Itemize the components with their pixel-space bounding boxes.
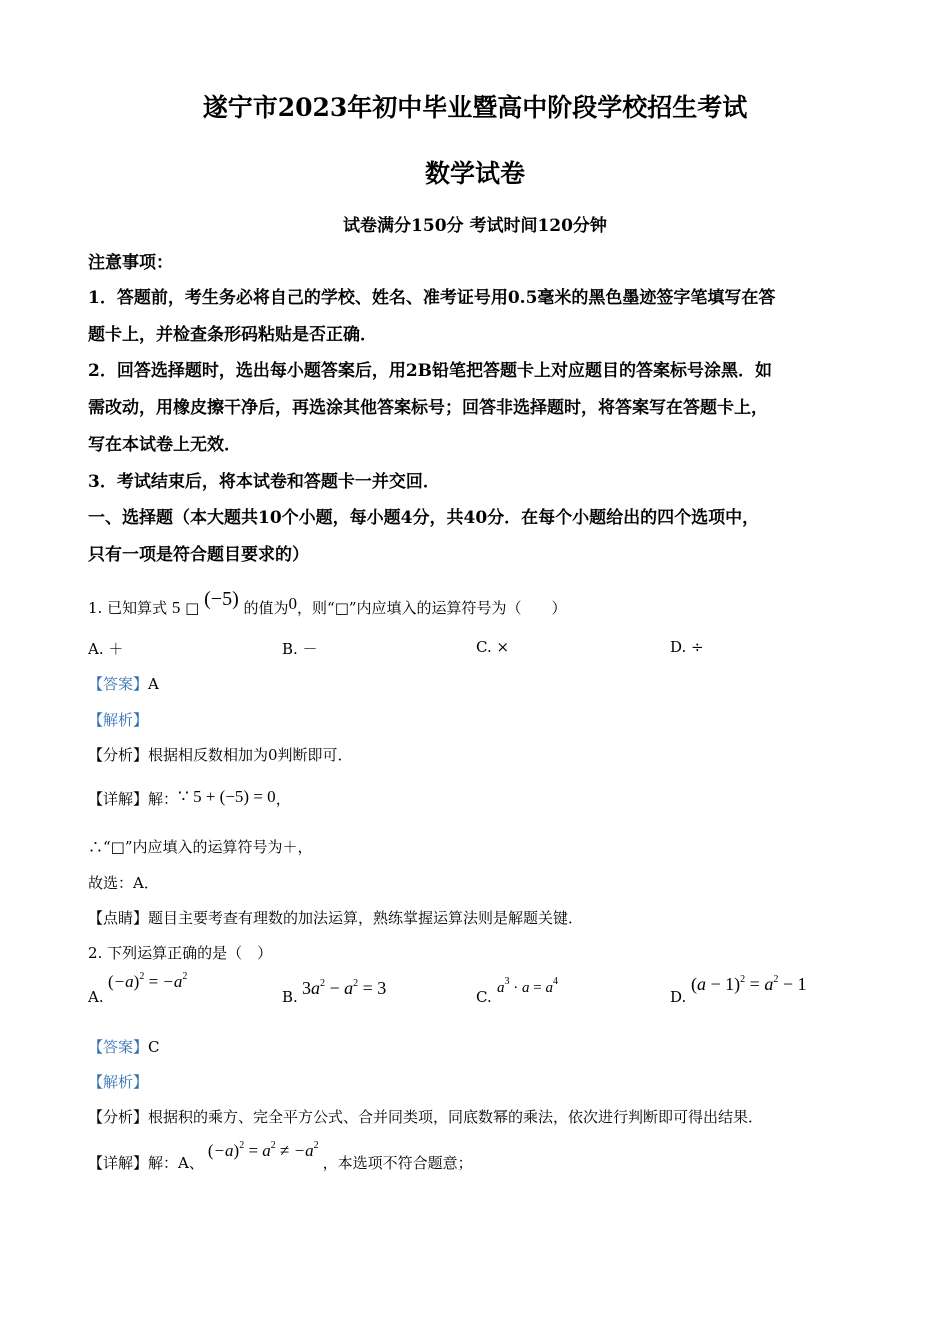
question-1-suffix: ，则“□”内应填入的运算符号为（ ） [297, 599, 567, 617]
fenxi-tag: 【分析】 [88, 1108, 149, 1126]
option-b-label: B. [282, 988, 298, 1006]
section-heading-line-2: 只有一项是符合题目要求的） [88, 545, 309, 565]
page-subtitle: 数学试卷 [424, 159, 525, 188]
question-2-fenxi [88, 1106, 763, 1127]
notice-item-1-line-2: 题卡上，并检查条形码粘贴是否正确． [88, 325, 377, 345]
question-2-detail [88, 1140, 473, 1173]
answer-value: A [148, 675, 159, 693]
question-2-option-c-formula: $a^3 \cdot a = a^4$ [497, 976, 558, 996]
question-1-expr-5: 5 [171, 598, 181, 617]
question-1-expr-paren: (−5) [204, 588, 239, 610]
question-1-middle: 的值为 [243, 599, 289, 617]
page-title: 遂宁市2023年初中毕业暨高中阶段学校招生考试 [202, 93, 748, 122]
question-2-analysis-tag: 【解析】 [88, 1073, 149, 1091]
question-1-answer [88, 673, 159, 694]
question-1-expr-box: □ [185, 599, 200, 617]
question-2-option-a-formula: $(-a)^2 = -a^2$ [108, 971, 188, 991]
question-1-fenxi [88, 744, 353, 765]
comment-tag: 【点睛】 [88, 909, 149, 927]
detail-prefix: 解：A、 [148, 1154, 204, 1172]
notice-item-2-line-1: 2．回答选择题时，选出每小题答案后，用2B铅笔把答题卡上对应题目的答案标号涂黑．如 [88, 361, 773, 381]
section-heading-line-1: 一、选择题（本大题共10个小题，每小题4分，共40分．在每个小题给出的四个选项中， [88, 508, 760, 528]
question-1-option-d: D. ÷ [670, 638, 704, 656]
detail-math: ∵ 5 + (−5) = 0 [178, 787, 276, 806]
notice-item-2-line-3: 写在本试卷上无效． [88, 435, 241, 455]
detail-suffix: ，本选项不符合题意； [322, 1154, 473, 1172]
answer-tag: 【答案】 [88, 675, 149, 693]
question-1-zero: 0 [288, 594, 298, 613]
question-1-choose: 故选：A． [88, 874, 159, 892]
fenxi-tag: 【分析】 [88, 746, 149, 764]
question-1-therefore: ∴“□”内应填入的运算符号为＋， [88, 838, 313, 856]
comment-text: 题目主要考查有理数的加法运算，熟练掌握运算法则是解题关键． [148, 909, 584, 927]
option-a-label: A. [88, 988, 104, 1006]
question-1-detail [88, 788, 291, 809]
question-1-option-b: B. － [282, 640, 318, 658]
question-1-option-c: C. × [476, 638, 510, 656]
detail-formula: $(-a)^2 = a^2 \ne -a^2$ [207, 1140, 319, 1160]
question-2-stem: 2. 下列运算正确的是（ ） [88, 944, 273, 962]
option-d-label: D. [670, 988, 687, 1006]
detail-prefix: 解： [148, 790, 179, 808]
exam-info: 试卷满分150分 考试时间120分钟 [343, 216, 607, 236]
question-1-analysis-tag: 【解析】 [88, 711, 149, 729]
question-2-option-d-formula: $(a - 1)^2 = a^2 - 1$ [691, 974, 807, 994]
answer-tag: 【答案】 [88, 1038, 149, 1056]
question-2-option-a [88, 988, 104, 1006]
question-2-option-c [476, 988, 492, 1006]
question-2-option-b [282, 988, 298, 1006]
notice-heading: 注意事项： [88, 253, 173, 273]
detail-tag: 【详解】 [88, 1154, 149, 1172]
question-2-option-d [670, 988, 686, 1006]
fenxi-text: 根据相反数相加为0判断即可． [148, 746, 353, 764]
question-1-prefix: 1. 已知算式 [88, 599, 168, 617]
question-1-option-a: A. ＋ [88, 640, 124, 658]
question-1-stem [88, 588, 567, 619]
notice-item-3: 3．考试结束后，将本试卷和答题卡一并交回． [88, 472, 440, 492]
notice-item-2-line-2: 需改动，用橡皮擦干净后，再选涂其他答案标号；回答非选择题时，将答案写在答题卡上， [88, 398, 768, 418]
detail-suffix: ， [275, 790, 291, 808]
answer-value: C [148, 1038, 160, 1056]
fenxi-text: 根据积的乘方、完全平方公式、合并同类项，同底数幂的乘法，依次进行判断即可得出结果． [148, 1108, 764, 1126]
question-1-comment [88, 907, 583, 928]
question-2-answer [88, 1036, 160, 1057]
detail-tag: 【详解】 [88, 790, 149, 808]
option-c-label: C. [476, 988, 492, 1006]
notice-item-1-line-1: 1．答题前，考生务必将自己的学校、姓名、准考证号用0.5毫米的黑色墨迹签字笔填写在答 [88, 288, 776, 308]
question-2-option-b-formula: $3a^2 - a^2 = 3$ [302, 978, 387, 998]
